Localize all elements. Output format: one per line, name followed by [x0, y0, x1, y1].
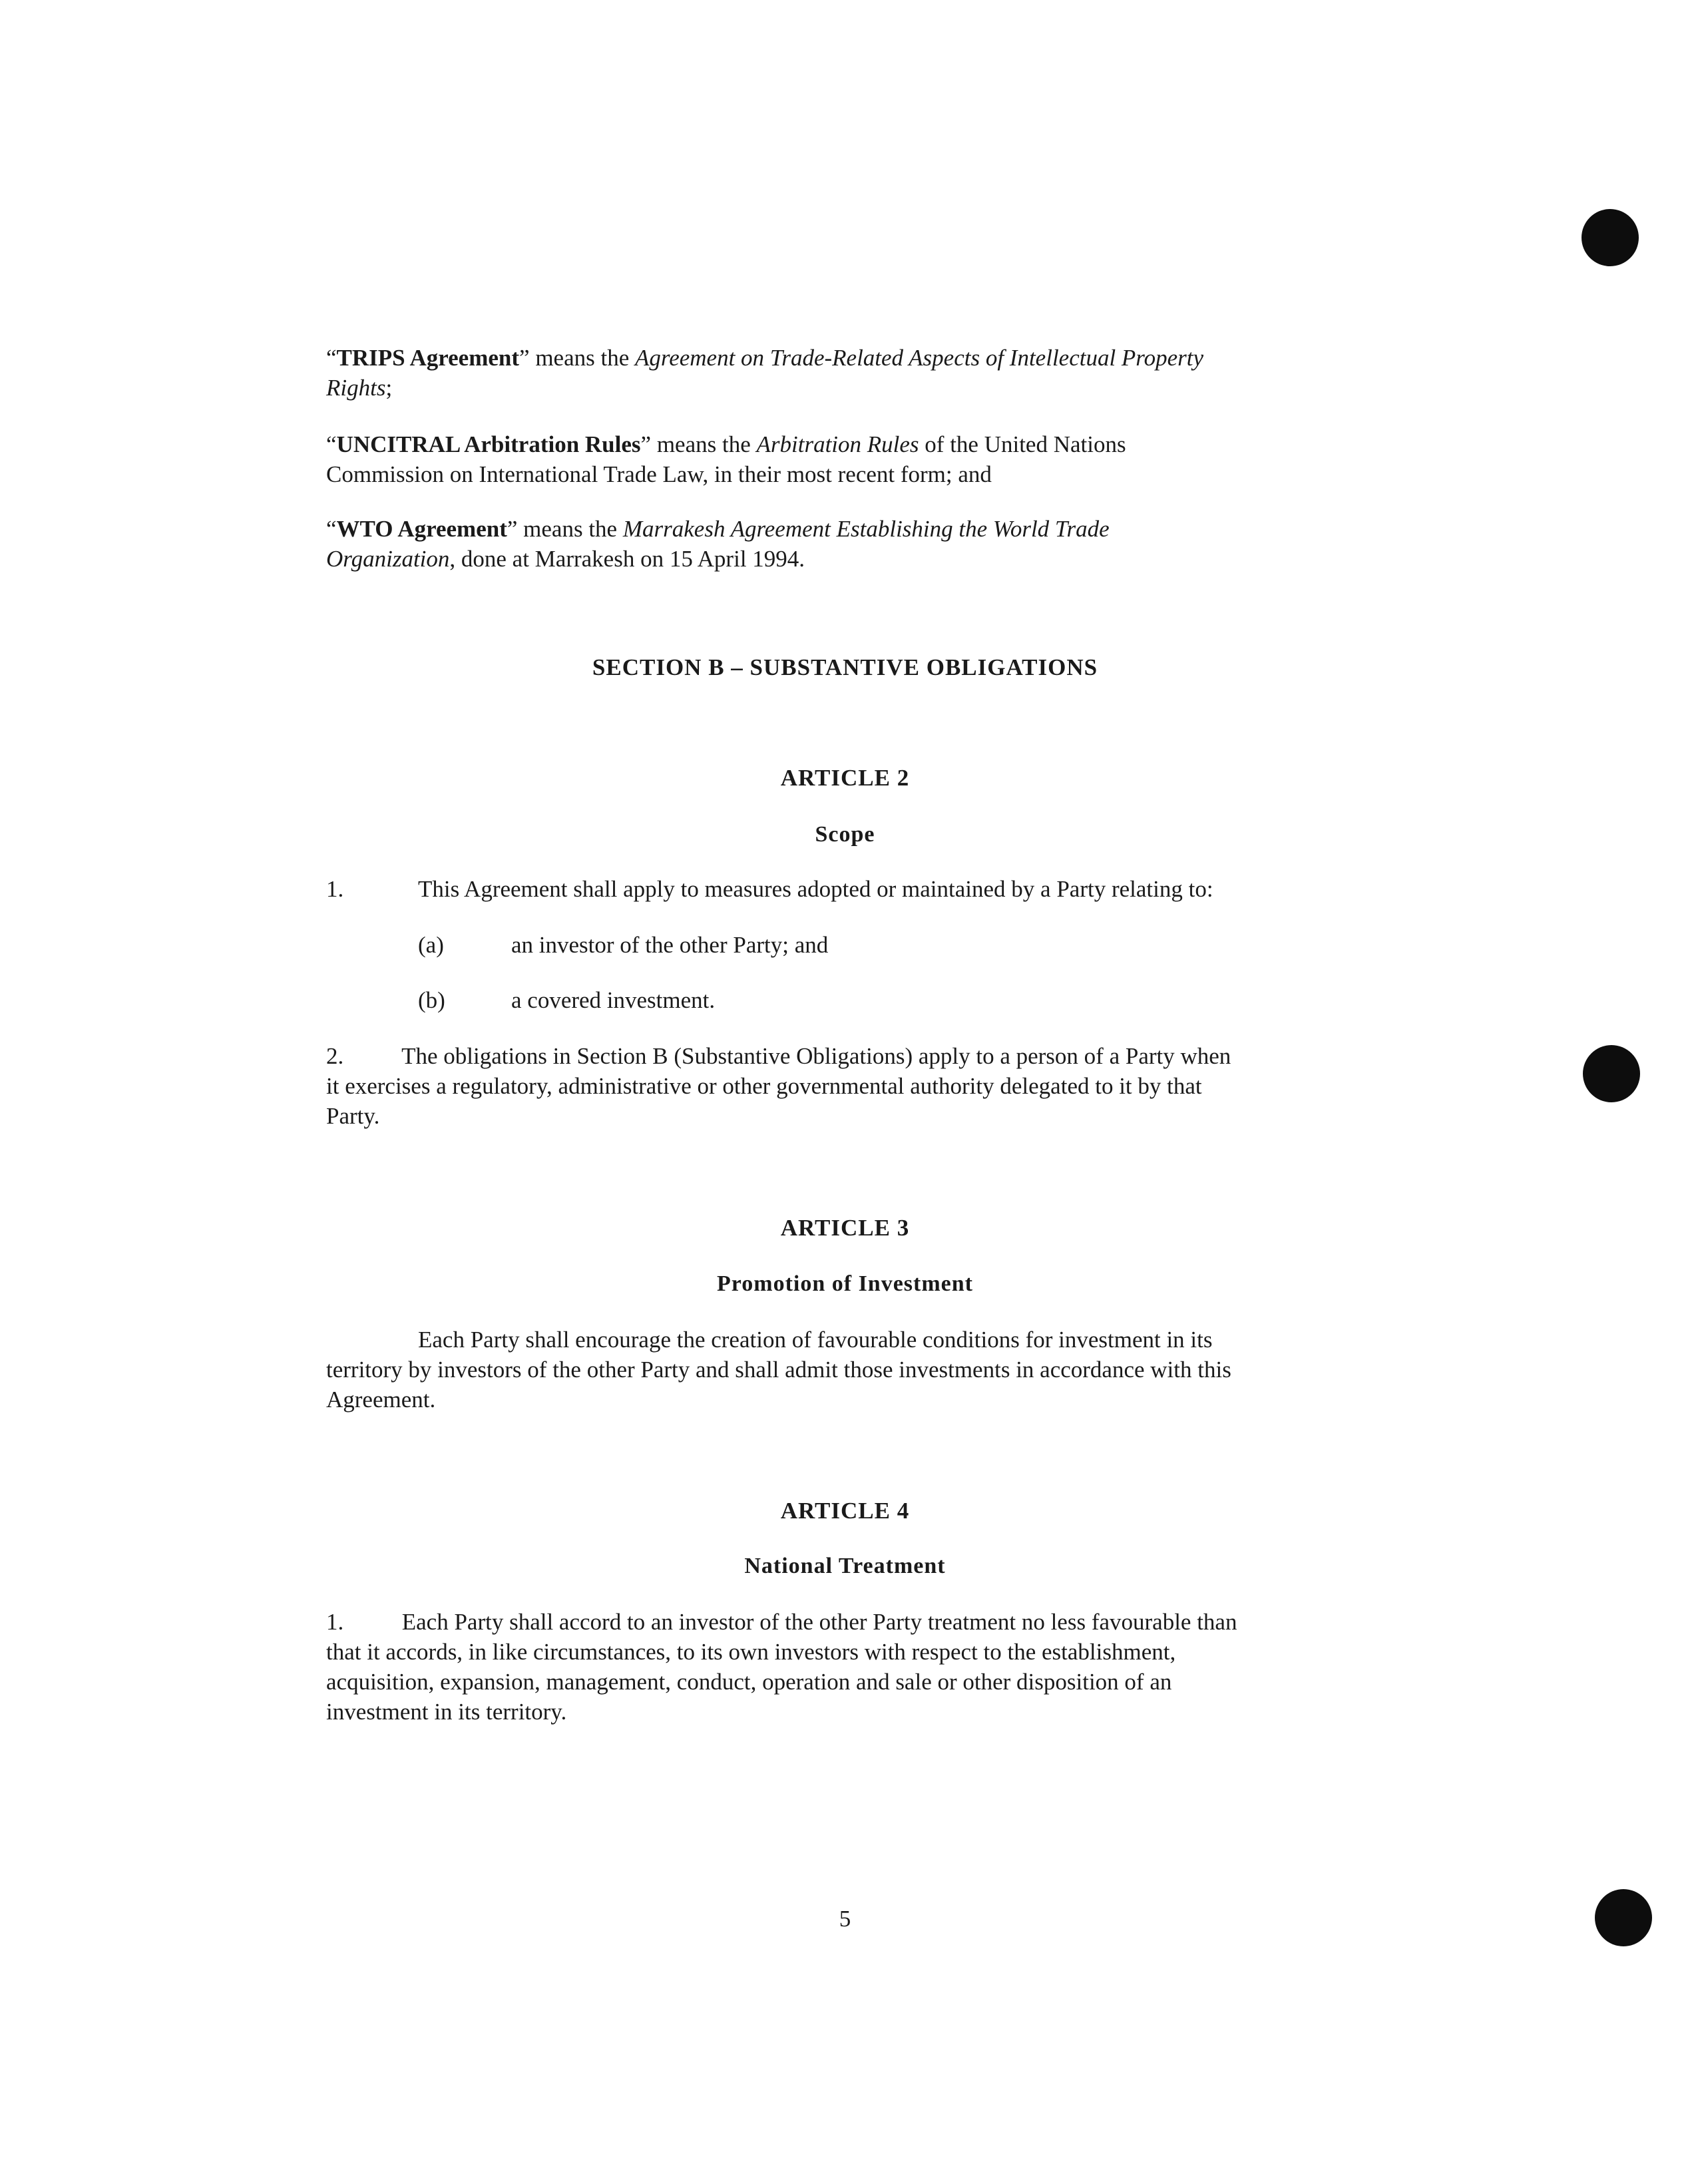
- paragraph-line: that it accords, in like circumstances, to its own investors with respect to the establishment,: [326, 1639, 1176, 1665]
- definition-term: UNCITRAL Arbitration Rules: [336, 431, 641, 457]
- paragraph-line: territory by investors of the other Party and shall admit those investments in accordance with this: [326, 1357, 1231, 1383]
- article-2-title: Scope: [815, 822, 875, 847]
- definition-title-cont: Rights: [326, 375, 386, 401]
- definition-connector: means the: [651, 431, 757, 457]
- punch-hole-middle: [1583, 1045, 1640, 1102]
- page-number: 5: [839, 1906, 851, 1932]
- paragraph-line: acquisition, expansion, management, conduct, operation and sale or other disposition of an: [326, 1669, 1172, 1695]
- list-item-marker-b: (b): [418, 987, 445, 1013]
- paragraph-line: Agreement.: [326, 1387, 436, 1413]
- section-heading: SECTION B – SUBSTANTIVE OBLIGATIONS: [592, 654, 1098, 680]
- list-item-text-b: a covered investment.: [511, 987, 716, 1013]
- definition-end: ;: [385, 375, 393, 401]
- paragraph-line: investment in its territory.: [326, 1699, 567, 1725]
- article-4-title: National Treatment: [744, 1554, 946, 1578]
- article-3-title: Promotion of Investment: [717, 1271, 973, 1296]
- definition-title-cont: Organization: [326, 546, 450, 572]
- paragraph-line: Party.: [326, 1103, 380, 1129]
- definition-uncitral: “UNCITRAL Arbitration Rules” means the Arbitration Rules of the United Nations Commission on International Trade Law, in their most recent form; and: [326, 429, 1126, 489]
- paragraph-line: 2. The obligations in Section B (Substantive Obligations) apply to a person of a Party when: [326, 1043, 1231, 1069]
- paragraph-line: it exercises a regulatory, administrative or other governmental authority delegated to it by that: [326, 1073, 1202, 1099]
- definition-text: of the United Nations: [919, 431, 1126, 457]
- paragraph-line: Each Party shall encourage the creation of favourable conditions for investment in its: [418, 1327, 1213, 1353]
- paragraph-line: 1. Each Party shall accord to an investor of the other Party treatment no less favourable than: [326, 1609, 1237, 1635]
- definition-title: Arbitration Rules: [756, 431, 919, 457]
- definition-wto: “WTO Agreement” means the Marrakesh Agreement Establishing the World Trade Organization, done at Marrakesh on 15 April 1994.: [326, 516, 1110, 572]
- paragraph-text: This Agreement shall apply to measures adopted or maintained by a Party relating to:: [418, 876, 1213, 902]
- definition-term: WTO Agreement: [336, 516, 507, 542]
- punch-hole-top: [1582, 209, 1639, 266]
- article-3-label: ARTICLE 3: [780, 1215, 910, 1241]
- definition-text: , done at Marrakesh on 15 April 1994.: [449, 546, 805, 572]
- definition-title: Agreement on Trade-Related Aspects of Intellectual Property: [635, 345, 1204, 371]
- list-item-marker-a: (a): [418, 932, 444, 958]
- definition-trips: “TRIPS Agreement” means the Agreement on Trade-Related Aspects of Intellectual Property Rights;: [326, 345, 1204, 401]
- definition-title: Marrakesh Agreement Establishing the World Trade: [622, 516, 1110, 542]
- definition-text-line2: Commission on International Trade Law, in their most recent form; and: [326, 461, 992, 487]
- article-2-label: ARTICLE 2: [780, 765, 910, 791]
- definition-term: TRIPS Agreement: [336, 345, 520, 371]
- definition-connector: means the: [517, 516, 623, 542]
- list-item-text-a: an investor of the other Party; and: [511, 932, 829, 958]
- definition-connector: means the: [529, 345, 635, 371]
- paragraph-number: 1.: [326, 876, 344, 902]
- article-4-label: ARTICLE 4: [780, 1498, 910, 1524]
